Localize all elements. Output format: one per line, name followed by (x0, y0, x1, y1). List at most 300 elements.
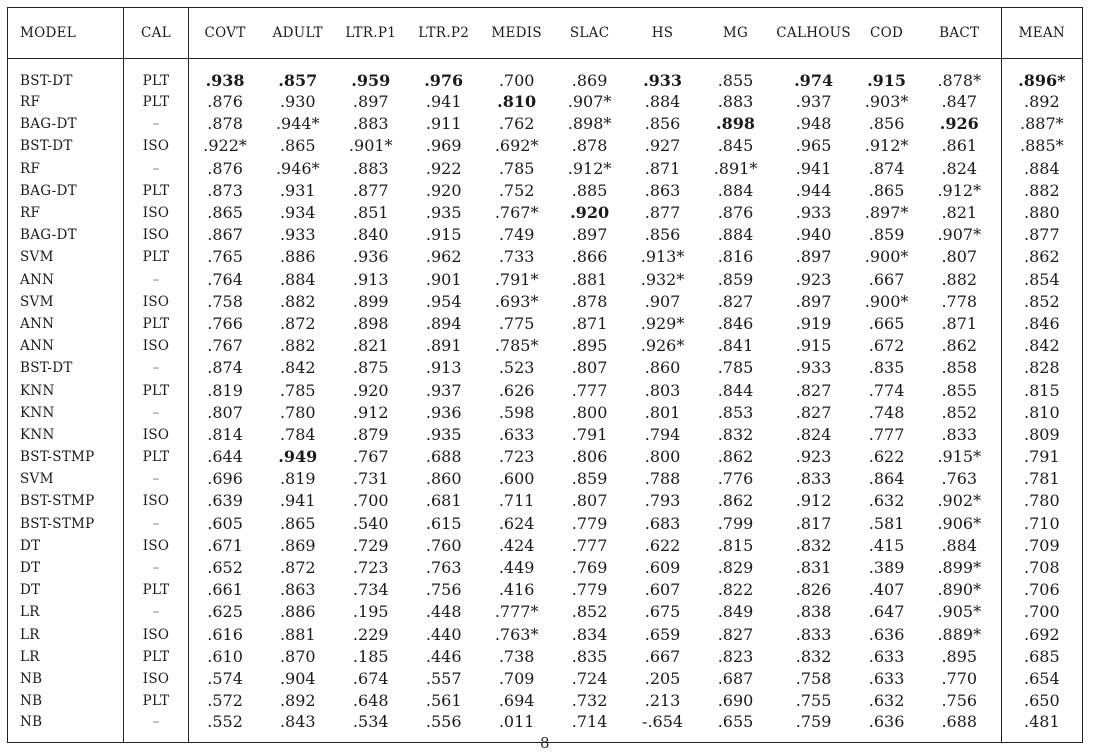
score-cell: .974 (794, 71, 834, 90)
score-cell: .648 (352, 691, 389, 711)
score-cell: .885 (571, 180, 608, 200)
score-cell: .927 (644, 136, 681, 156)
score-cell: .884 (717, 180, 754, 200)
column-header: HS (626, 8, 699, 59)
score-cell: .758 (207, 291, 243, 311)
score-cell: .891* (713, 158, 758, 178)
score-cell: .863 (279, 580, 316, 600)
score-cell: .622 (868, 447, 905, 467)
score-cell: .946* (275, 158, 320, 178)
score-cell: .881 (279, 624, 316, 644)
column-header: LTR.P1 (334, 8, 407, 59)
score-cell: .829 (717, 558, 754, 578)
score-cell: .859 (868, 225, 905, 245)
column-header: SLAC (553, 8, 626, 59)
score-cell: .785 (717, 358, 754, 378)
score-cell: .700 (352, 491, 389, 511)
score-cell: .849 (717, 602, 754, 622)
score-cell: .834 (571, 624, 608, 644)
score-cell: .898 (716, 114, 755, 134)
score-cell: .779 (571, 513, 608, 533)
score-cell: .692 (1024, 624, 1060, 644)
score-cell: .416 (498, 580, 535, 600)
score-cell: .852 (918, 402, 1001, 424)
score-cell: .873 (207, 180, 243, 200)
score-cell: .610 (207, 646, 243, 666)
score-cell: .935 (425, 203, 462, 223)
score-cell: .882 (279, 336, 316, 356)
score-cell: .847 (918, 91, 1001, 113)
score-cell: .959 (351, 71, 391, 90)
score-cell: .481 (1024, 712, 1060, 732)
score-cell: .878* (918, 59, 1001, 92)
score-cell: .826 (795, 580, 832, 600)
calibration-cell: ISO (124, 224, 189, 246)
score-cell: .920 (570, 203, 610, 223)
score-cell: .616 (207, 624, 243, 644)
score-cell: .876 (717, 203, 754, 223)
score-cell: .799 (717, 513, 754, 533)
score-cell: .581 (868, 513, 905, 533)
score-cell: .863 (644, 180, 681, 200)
page-number: 8 (540, 734, 550, 752)
score-cell: .859 (717, 269, 754, 289)
score-cell: .633 (868, 646, 905, 666)
score-cell: .938 (205, 71, 245, 90)
score-cell: .892 (279, 691, 316, 711)
score-cell: .011 (498, 712, 535, 732)
table-header (8, 8, 1083, 59)
score-cell: .756 (425, 580, 462, 600)
score-cell: .636 (868, 624, 905, 644)
score-cell: .907* (567, 92, 612, 112)
score-cell: .626 (498, 380, 535, 400)
table-row (8, 379, 1083, 401)
model-cell: NB (8, 690, 124, 712)
column-header: LTR.P2 (407, 8, 480, 59)
score-cell: .784 (279, 424, 316, 444)
score-cell: .762 (498, 114, 535, 134)
column-header: MG (699, 8, 772, 59)
table-row (8, 269, 1083, 291)
score-cell: .875 (352, 358, 389, 378)
score-cell: .809 (1024, 424, 1060, 444)
score-cell: .883 (352, 158, 389, 178)
score-cell: .714 (571, 712, 608, 732)
score-cell: .448 (425, 602, 462, 622)
score-cell: .700 (1024, 602, 1060, 622)
score-cell: .891 (425, 336, 462, 356)
score-cell: .865 (207, 203, 243, 223)
score-cell: .803 (644, 380, 681, 400)
score-cell: .897* (864, 203, 909, 223)
model-cell: DT (8, 579, 124, 601)
model-cell: KNN (8, 402, 124, 424)
model-cell: RF (8, 158, 124, 180)
score-cell: .944 (795, 180, 832, 200)
score-cell: .389 (868, 558, 905, 578)
score-cell: .827 (795, 402, 832, 422)
score-cell: .931 (279, 180, 316, 200)
table-row (8, 490, 1083, 512)
score-cell: .940 (795, 225, 832, 245)
score-cell: .652 (207, 558, 243, 578)
column-header: MEDIS (480, 8, 553, 59)
score-cell: .734 (352, 580, 389, 600)
score-cell: .884 (717, 225, 754, 245)
calibration-cell: – (124, 158, 189, 180)
score-cell: .778 (918, 291, 1001, 313)
score-cell: .767* (494, 203, 539, 223)
header-row (8, 8, 1083, 59)
score-cell: .912 (795, 491, 832, 511)
results-table (7, 7, 1083, 743)
score-cell: .769 (571, 558, 608, 578)
score-cell: .895 (918, 646, 1001, 668)
score-cell: .935 (425, 424, 462, 444)
score-cell: .632 (868, 691, 905, 711)
table-row (8, 291, 1083, 313)
score-cell: .907 (644, 291, 681, 311)
score-cell: .846 (717, 313, 754, 333)
score-cell: .801 (644, 402, 681, 422)
score-cell: .793 (644, 491, 681, 511)
score-cell: .936 (425, 402, 462, 422)
score-cell: .880 (1024, 203, 1060, 223)
score-cell: .941 (425, 92, 462, 112)
score-cell: .884 (1024, 158, 1060, 178)
score-cell: .690 (717, 691, 754, 711)
table-row (8, 601, 1083, 623)
score-cell: .881 (571, 269, 608, 289)
score-cell: .869 (279, 535, 316, 555)
score-cell: .937 (795, 92, 832, 112)
score-cell: .904 (279, 668, 316, 688)
score-cell: .877 (644, 203, 681, 223)
score-cell: .895 (571, 336, 608, 356)
score-cell: .760 (425, 535, 462, 555)
score-cell: .770 (918, 668, 1001, 690)
score-cell: .919 (795, 313, 832, 333)
score-cell: .862 (1024, 247, 1060, 267)
score-cell: .711 (498, 491, 535, 511)
model-cell: BST-STMP (8, 446, 124, 468)
score-cell: .878 (571, 136, 608, 156)
score-cell: .903* (864, 92, 909, 112)
score-cell: .807 (207, 402, 243, 422)
score-cell: .846 (1024, 313, 1060, 333)
table-row (8, 624, 1083, 646)
model-cell: NB (8, 712, 124, 743)
score-cell: .752 (498, 180, 535, 200)
score-cell: .901 (425, 269, 462, 289)
table-row (8, 335, 1083, 357)
score-cell: .791 (1024, 447, 1060, 467)
score-cell: .862 (717, 447, 754, 467)
score-cell: .624 (498, 513, 535, 533)
score-cell: .936 (352, 247, 389, 267)
score-cell: .632 (868, 491, 905, 511)
calibration-cell: ISO (124, 135, 189, 157)
score-cell: .887* (1020, 114, 1064, 134)
score-cell: .922 (425, 158, 462, 178)
calibration-cell: – (124, 468, 189, 490)
score-cell: .874 (868, 158, 905, 178)
score-cell: .777* (494, 602, 539, 622)
calibration-cell: PLT (124, 690, 189, 712)
score-cell: .827 (795, 380, 832, 400)
calibration-cell: PLT (124, 313, 189, 335)
score-cell: .899 (352, 291, 389, 311)
score-cell: .633 (498, 424, 535, 444)
score-cell: .865 (279, 513, 316, 533)
score-cell: .855 (918, 379, 1001, 401)
score-cell: .896* (1018, 71, 1066, 90)
column-header: BACT (918, 8, 1001, 59)
model-cell: LR (8, 624, 124, 646)
score-cell: .933 (643, 71, 683, 90)
model-cell: SVM (8, 291, 124, 313)
score-cell: .923 (795, 269, 832, 289)
score-cell: .915 (425, 225, 462, 245)
score-cell: .816 (717, 247, 754, 267)
score-cell: .949 (278, 447, 318, 467)
calibration-cell: ISO (124, 490, 189, 512)
score-cell: .800 (644, 447, 681, 467)
score-cell: .572 (207, 691, 243, 711)
model-cell: BST-DT (8, 135, 124, 157)
score-cell: .659 (644, 624, 681, 644)
score-cell: .828 (1024, 358, 1060, 378)
score-cell: .941 (795, 158, 832, 178)
score-cell: .915 (795, 336, 832, 356)
model-cell: KNN (8, 424, 124, 446)
score-cell: .872 (279, 558, 316, 578)
score-cell: .777 (571, 380, 608, 400)
score-cell: .912* (864, 136, 909, 156)
score-cell: .755 (795, 691, 832, 711)
table-row (8, 158, 1083, 180)
score-cell: .781 (1024, 469, 1060, 489)
score-cell: .693* (494, 291, 539, 311)
score-cell: .831 (795, 558, 832, 578)
score-cell: .647 (868, 602, 905, 622)
score-cell: .655 (717, 712, 754, 732)
table-row (8, 91, 1083, 113)
score-cell: .552 (207, 712, 243, 732)
score-cell: .767 (352, 447, 389, 467)
score-cell: .877 (352, 180, 389, 200)
score-cell: .878 (207, 114, 243, 134)
score-cell: .912 (352, 402, 389, 422)
score-cell: .857 (278, 71, 318, 90)
score-cell: .915* (918, 446, 1001, 468)
score-cell: .856 (868, 114, 905, 134)
score-cell: .894 (425, 313, 462, 333)
score-cell: .440 (425, 624, 462, 644)
score-cell: .860 (644, 358, 681, 378)
score-cell: .833 (795, 469, 832, 489)
score-cell: .860 (425, 469, 462, 489)
table-row (8, 59, 1083, 92)
score-cell: .944* (275, 114, 320, 134)
table-row (8, 224, 1083, 246)
score-cell: .861 (918, 135, 1001, 157)
score-cell: .948 (795, 114, 832, 134)
score-cell: .922* (203, 136, 247, 156)
score-cell: .897 (352, 92, 389, 112)
table-row (8, 535, 1083, 557)
score-cell: .622 (644, 535, 681, 555)
score-cell: .913* (640, 247, 685, 267)
score-cell: .833 (795, 624, 832, 644)
model-cell: KNN (8, 379, 124, 401)
score-cell: .424 (498, 535, 535, 555)
score-cell: .900* (864, 247, 909, 267)
model-cell: BAG-DT (8, 180, 124, 202)
score-cell: .854 (1024, 269, 1060, 289)
score-cell: .407 (868, 580, 905, 600)
score-cell: .667 (868, 269, 905, 289)
model-cell: ANN (8, 269, 124, 291)
score-cell: .876 (207, 158, 243, 178)
calibration-cell: ISO (124, 291, 189, 313)
score-cell: .890* (918, 579, 1001, 601)
score-cell: .841 (717, 336, 754, 356)
score-cell: .933 (279, 225, 316, 245)
score-cell: .633 (868, 668, 905, 688)
score-cell: .723 (498, 447, 535, 467)
column-header: COD (855, 8, 918, 59)
score-cell: .775 (498, 313, 535, 333)
score-cell: .853 (717, 402, 754, 422)
score-cell: .882 (918, 269, 1001, 291)
model-cell: RF (8, 91, 124, 113)
score-cell: .765 (207, 247, 243, 267)
score-cell: .788 (644, 469, 681, 489)
score-cell: .763 (425, 558, 462, 578)
score-cell: .807 (571, 358, 608, 378)
score-cell: .756 (918, 690, 1001, 712)
score-cell: .905* (918, 601, 1001, 623)
model-cell: DT (8, 535, 124, 557)
score-cell: .845 (717, 136, 754, 156)
score-cell: .687 (717, 668, 754, 688)
score-cell: .644 (207, 447, 243, 467)
score-cell: .901* (348, 136, 393, 156)
score-cell: .898 (352, 313, 389, 333)
score-cell: .534 (352, 712, 389, 732)
score-cell: .540 (352, 513, 389, 533)
table-row (8, 668, 1083, 690)
score-cell: .937 (425, 380, 462, 400)
score-cell: .785* (494, 336, 539, 356)
score-cell: .842 (1024, 336, 1060, 356)
score-cell: .806 (571, 447, 608, 467)
score-cell: .872 (279, 313, 316, 333)
score-cell: .785 (498, 158, 535, 178)
table-row (8, 246, 1083, 268)
score-cell: .609 (644, 558, 681, 578)
score-cell: .185 (352, 646, 389, 666)
model-cell: BST-STMP (8, 513, 124, 535)
calibration-cell: ISO (124, 668, 189, 690)
calibration-cell: – (124, 601, 189, 623)
score-cell: .598 (498, 402, 535, 422)
score-cell: .661 (207, 580, 243, 600)
score-cell: .777 (868, 424, 905, 444)
score-cell: .858 (918, 357, 1001, 379)
score-cell: .671 (207, 535, 243, 555)
calibration-cell: – (124, 402, 189, 424)
score-cell: .780 (1024, 491, 1060, 511)
score-cell: .672 (868, 336, 905, 356)
table-row (8, 579, 1083, 601)
calibration-cell: ISO (124, 202, 189, 224)
score-cell: .607 (644, 580, 681, 600)
score-cell: .835 (571, 646, 608, 666)
score-cell: .855 (717, 71, 754, 90)
table-row (8, 357, 1083, 379)
model-cell: LR (8, 601, 124, 623)
score-cell: .810 (1024, 402, 1060, 422)
score-cell: .709 (1024, 535, 1060, 555)
score-cell: .883 (717, 92, 754, 112)
score-cell: .681 (425, 491, 462, 511)
score-cell: .870 (279, 646, 316, 666)
score-cell: .862 (918, 335, 1001, 357)
score-cell: .779 (571, 580, 608, 600)
table-row (8, 557, 1083, 579)
score-cell: .913 (352, 269, 389, 289)
score-cell: .654 (1024, 668, 1060, 688)
table-body (8, 59, 1083, 743)
score-cell: .815 (1024, 380, 1060, 400)
score-cell: .639 (207, 491, 243, 511)
score-cell: .923 (795, 447, 832, 467)
table-row (8, 202, 1083, 224)
score-cell: .912* (918, 180, 1001, 202)
model-cell: BAG-DT (8, 113, 124, 135)
calibration-cell: ISO (124, 424, 189, 446)
score-cell: .898* (567, 114, 612, 134)
calibration-cell: PLT (124, 180, 189, 202)
score-cell: .827 (717, 624, 754, 644)
score-cell: .791 (571, 424, 608, 444)
calibration-cell: – (124, 513, 189, 535)
score-cell: .708 (1024, 558, 1060, 578)
score-cell: .976 (424, 71, 464, 90)
table-row (8, 135, 1083, 157)
score-cell: .862 (717, 491, 754, 511)
score-cell: .706 (1024, 580, 1060, 600)
calibration-cell: – (124, 113, 189, 135)
score-cell: .791* (494, 269, 539, 289)
column-header: MODEL (8, 8, 124, 59)
score-cell: .723 (352, 558, 389, 578)
score-cell: .523 (498, 358, 535, 378)
score-cell: .876 (207, 92, 243, 112)
column-header: COVT (188, 8, 261, 59)
score-cell: .724 (571, 668, 608, 688)
model-cell: SVM (8, 468, 124, 490)
score-cell: .920 (425, 180, 462, 200)
score-cell: .817 (795, 513, 832, 533)
score-cell: .731 (352, 469, 389, 489)
score-cell: .213 (644, 691, 681, 711)
score-cell: .907* (918, 224, 1001, 246)
score-cell: .733 (498, 247, 535, 267)
